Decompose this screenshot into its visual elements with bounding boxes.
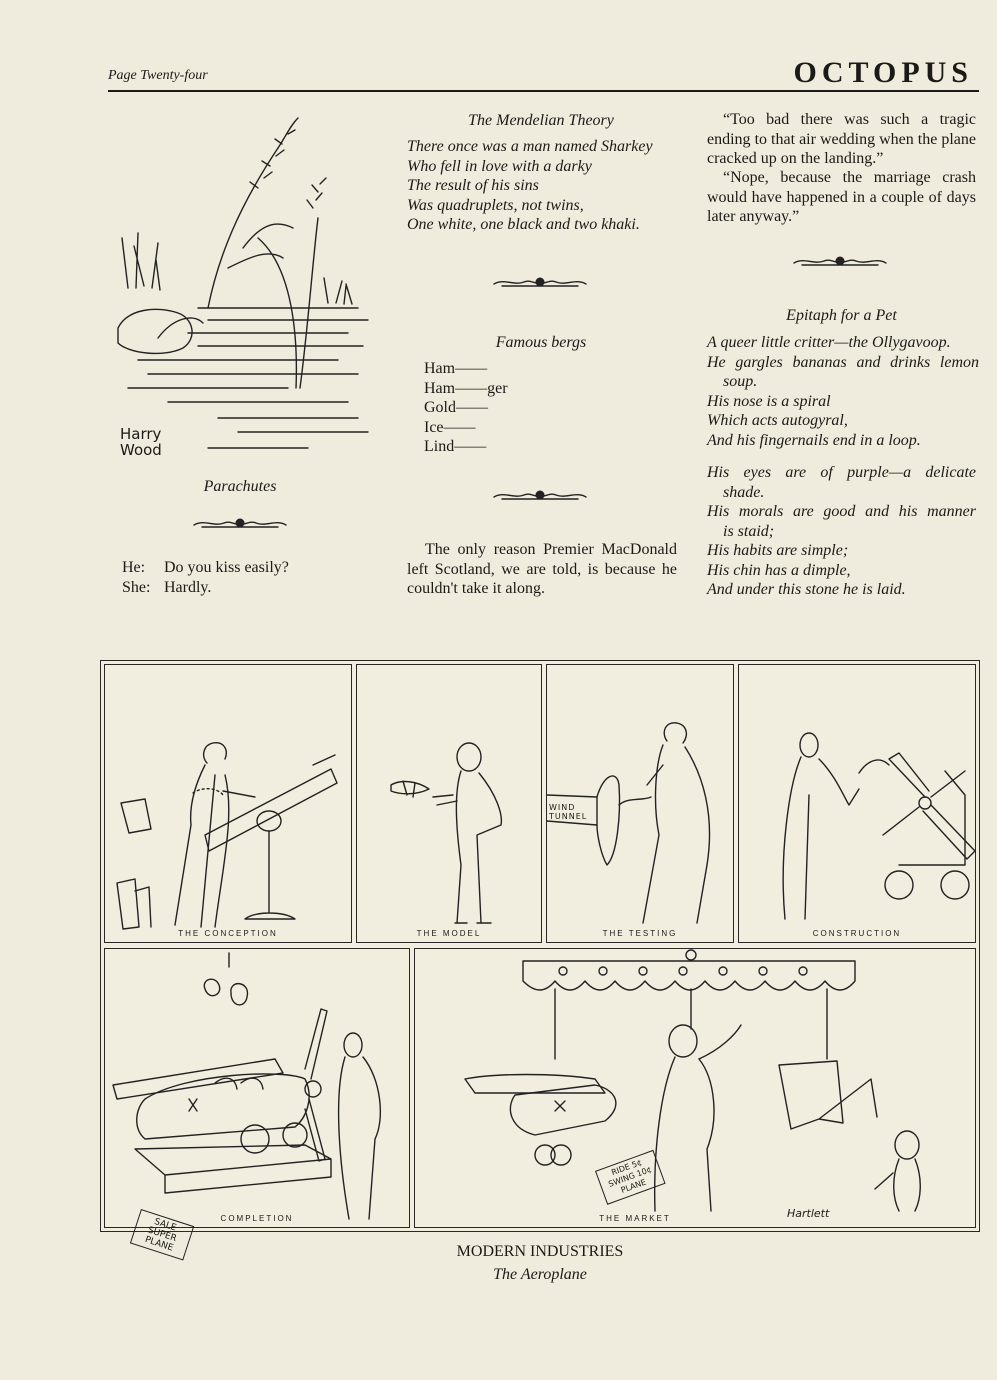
ornament-divider-icon: [792, 253, 888, 269]
dialogue-line: He: Do you kiss easily?: [122, 559, 289, 576]
list-item: Gold——: [424, 399, 488, 416]
list-item: Ham——: [424, 360, 488, 377]
panel-caption: THE MARKET: [599, 1214, 671, 1223]
ornament-divider-icon: [492, 274, 588, 290]
ride-sign: RIDE 5¢ SWING 10¢ PLANE: [595, 1150, 666, 1205]
list-item: Lind——: [424, 438, 487, 455]
epitaph-stanza-1: A queer little critter—the Ollygavoop. He gargles bananas and drinks lemon soup. His nose is a spiral Which acts autogyral, And his fingernails end in a loop.: [707, 334, 979, 449]
panel-caption: THE MODEL: [416, 929, 482, 938]
bergs-title: Famous bergs: [495, 334, 587, 351]
comic-subtitle: The Aeroplane: [493, 1266, 587, 1283]
wind-tunnel-sign: WIND TUNNEL: [549, 803, 588, 821]
list-item: Ice——: [424, 418, 476, 436]
air-wedding-para-1: “Too bad there was such a tragic ending to that air wedding when the plane cracked up on the landing.”: [707, 111, 976, 167]
comic-panel-market: [414, 948, 976, 1228]
list-item: Ham——ger: [424, 379, 508, 397]
comic-panel-conception: [104, 664, 352, 943]
artist-signature: Hartlett: [787, 1207, 830, 1220]
bergs-list: [424, 359, 624, 457]
header-rule: [108, 90, 979, 92]
mendelian-poem: There once was a man named Sharkey Who fell in love with a darky The result of his sins Was quadruplets, not twins, One white, one black and two khaki.: [407, 138, 653, 233]
dialogue-block: [122, 558, 352, 598]
comic-panel-model: [356, 664, 542, 943]
comic-title: MODERN INDUSTRIES: [456, 1243, 624, 1260]
panel-caption: CONSTRUCTION: [812, 929, 902, 938]
dialogue-line: She: Hardly.: [122, 579, 212, 596]
ornament-divider-icon: [192, 515, 288, 531]
magazine-title: OCTOPUS: [793, 56, 973, 89]
sale-sign: SALE SUPER PLANE: [130, 1209, 194, 1261]
epitaph-stanza-2: His eyes are of purple—a delicate shade. His morals are good and his manner is staid; His habits are simple; His chin has a dimple, And under this stone he is laid.: [707, 464, 976, 598]
comic-panel-testing: [546, 664, 734, 943]
artist-signature: Harry Wood: [120, 425, 162, 459]
panel-caption: COMPLETION: [220, 1214, 294, 1223]
comic-panel-construction: [738, 664, 976, 943]
poem-title: The Mendelian Theory: [468, 112, 614, 129]
panel-caption: THE TESTING: [602, 929, 678, 938]
macdonald-joke: The only reason Premier MacDonald left Scotland, we are told, is because he couldn't take it along.: [407, 541, 677, 597]
drawing-caption: Parachutes: [203, 478, 277, 495]
epitaph-title: Epitaph for a Pet: [786, 307, 897, 324]
comic-panel-completion: [104, 948, 410, 1254]
air-wedding-para-2: “Nope, because the marriage crash would have happened in a couple of days later anyway.”: [707, 169, 976, 225]
parachutes-drawing: [108, 108, 388, 468]
ornament-divider-icon: [492, 487, 588, 503]
panel-caption: THE CONCEPTION: [178, 929, 278, 938]
page-number-label: Page Twenty-four: [108, 68, 208, 83]
